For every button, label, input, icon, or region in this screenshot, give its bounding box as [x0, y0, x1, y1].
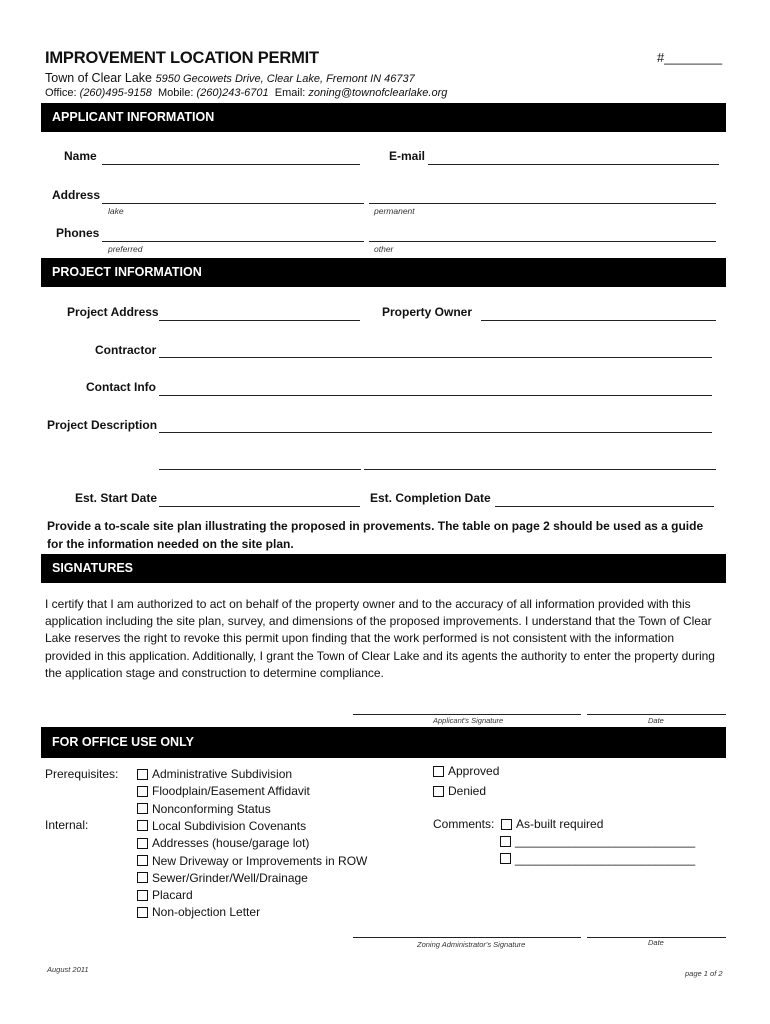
comment-label: ___________________________ — [515, 851, 696, 866]
page-number: page 1 of 2 — [685, 969, 723, 978]
mobile-label: Mobile: — [157, 87, 194, 99]
prerequisites-label: Prerequisites: — [45, 767, 119, 781]
start-date-label: Est. Start Date — [75, 491, 158, 505]
email-field[interactable] — [428, 164, 719, 165]
checklist-checkbox[interactable] — [137, 820, 148, 831]
project-address-field[interactable] — [159, 320, 360, 321]
comment-checkbox[interactable] — [500, 836, 511, 847]
admin-signature-caption: Zoning Administrator's Signature — [417, 940, 526, 949]
property-owner-field[interactable] — [481, 320, 716, 321]
checklist-label: Administrative Subdivision — [152, 767, 293, 781]
checklist-label: Addresses (house/garage lot) — [152, 836, 310, 851]
section-signatures-header: SIGNATURES — [41, 554, 726, 583]
checklist-checkbox[interactable] — [137, 769, 148, 780]
contractor-label: Contractor — [95, 343, 157, 357]
internal-label: Internal: — [45, 818, 89, 832]
town-email: zoning@townofclearlake.org — [308, 87, 448, 99]
checklist-item[interactable] — [137, 854, 367, 868]
checklist-item[interactable] — [137, 767, 292, 781]
other-caption: other — [374, 244, 394, 254]
denied-option[interactable] — [433, 784, 486, 798]
contact-info-field[interactable] — [159, 395, 712, 396]
comment-label: As-built required — [516, 817, 604, 831]
other-phone-field[interactable] — [369, 241, 716, 242]
applicant-date-caption: Date — [648, 716, 664, 725]
section-project-header: PROJECT INFORMATION — [41, 258, 726, 287]
checklist-checkbox[interactable] — [137, 838, 148, 849]
permit-number: #________ — [657, 50, 723, 65]
contractor-field[interactable] — [159, 357, 712, 358]
office-label: Office: — [45, 87, 77, 99]
checklist-checkbox[interactable] — [137, 872, 148, 883]
site-plan-note-line1: Provide a to-scale site plan illustrating the proposed in provements. The table on page 2 should be used as a guide — [47, 519, 704, 533]
checklist-label: Sewer/Grinder/Well/Drainage — [152, 870, 308, 885]
permanent-caption: permanent — [374, 206, 415, 216]
checklist-label: Nonconforming Status — [152, 801, 271, 816]
site-plan-note-line2: for the information needed on the site plan. — [47, 537, 294, 551]
checklist-label: Floodplain/Easement Affidavit — [152, 784, 310, 799]
phones-label: Phones — [56, 226, 100, 240]
completion-date-label: Est. Completion Date — [370, 491, 491, 505]
lake-address-field[interactable] — [102, 203, 364, 204]
checklist-label: Local Subdivision Covenants — [152, 818, 307, 833]
checklist-item[interactable] — [137, 888, 193, 902]
checklist-checkbox[interactable] — [137, 786, 148, 797]
checklist-item[interactable] — [137, 784, 310, 798]
checklist-item[interactable] — [137, 819, 306, 833]
checklist-item[interactable] — [137, 871, 308, 885]
approved-label: Approved — [448, 764, 500, 778]
denied-label: Denied — [448, 784, 487, 798]
section-applicant-header: APPLICANT INFORMATION — [41, 103, 726, 132]
comment-option[interactable] — [500, 852, 695, 866]
comment-option[interactable] — [500, 834, 695, 848]
checklist-label: New Driveway or Improvements in ROW — [152, 853, 368, 868]
footer-date: August 2011 — [47, 965, 89, 974]
property-owner-label: Property Owner — [382, 305, 473, 319]
comments-label: Comments: — [433, 817, 495, 831]
applicant-signature-caption: Applicant's Signature — [433, 716, 504, 725]
admin-signature-field[interactable] — [353, 937, 581, 938]
town-address: 5950 Gecowets Drive, Clear Lake, Fremont IN 46737 — [155, 73, 415, 85]
project-description-field-2b[interactable] — [364, 469, 716, 470]
email-label: Email: — [274, 87, 306, 99]
preferred-caption: preferred — [108, 244, 143, 254]
name-field[interactable] — [102, 164, 360, 165]
applicant-signature-field[interactable] — [353, 714, 581, 715]
comment-checkbox[interactable] — [501, 819, 512, 830]
approved-option[interactable] — [433, 764, 499, 778]
town-name: Town of Clear Lake — [45, 71, 153, 85]
email-label: E-mail — [389, 149, 426, 163]
section-office-header: FOR OFFICE USE ONLY — [41, 727, 726, 758]
checklist-checkbox[interactable] — [137, 907, 148, 918]
contact-info-label: Contact Info — [86, 380, 156, 394]
name-label: Name — [64, 149, 97, 163]
form-title: IMPROVEMENT LOCATION PERMIT — [45, 49, 319, 67]
project-description-field-2a[interactable] — [159, 469, 361, 470]
office-phone: (260)495-9158 — [79, 87, 152, 99]
comment-checkbox[interactable] — [500, 853, 511, 864]
checklist-item[interactable] — [137, 836, 309, 850]
start-date-field[interactable] — [159, 506, 360, 507]
checklist-item[interactable] — [137, 905, 260, 919]
project-address-label: Project Address — [67, 305, 159, 319]
address-label: Address — [52, 188, 101, 202]
permanent-address-field[interactable] — [369, 203, 716, 204]
approved-checkbox[interactable] — [433, 766, 444, 777]
mobile-phone: (260)243-6701 — [196, 87, 269, 99]
comment-option[interactable] — [501, 817, 603, 831]
project-description-label: Project Description — [47, 418, 158, 432]
project-description-field[interactable] — [159, 432, 712, 433]
completion-date-field[interactable] — [495, 506, 714, 507]
comment-label: ___________________________ — [515, 834, 696, 849]
checklist-checkbox[interactable] — [137, 855, 148, 866]
certification-text: I certify that I am authorized to act on behalf of the property owner and to the accuracy of all information provided with this application including the site plan, survey, and dimensions of the proposed improvements. I understand that the Town of Clear Lake reserves the right to revoke this permit upon finding that the work performed is not consistent with the information provided in this application. Additionally, I grant the Town of Clear Lake and its agents the authority to enter the property during the application stage and construction to determine compliance. — [45, 597, 715, 680]
contact-line — [45, 87, 447, 99]
town-line — [45, 71, 415, 85]
denied-checkbox[interactable] — [433, 786, 444, 797]
checklist-label: Non-objection Letter — [152, 905, 261, 920]
admin-date-caption: Date — [648, 938, 664, 947]
checklist-label: Placard — [152, 888, 193, 903]
checklist-checkbox[interactable] — [137, 803, 148, 814]
checklist-item[interactable] — [137, 802, 271, 816]
checklist-checkbox[interactable] — [137, 890, 148, 901]
preferred-phone-field[interactable] — [102, 241, 364, 242]
applicant-date-field[interactable] — [587, 714, 726, 715]
lake-caption: lake — [108, 206, 124, 216]
